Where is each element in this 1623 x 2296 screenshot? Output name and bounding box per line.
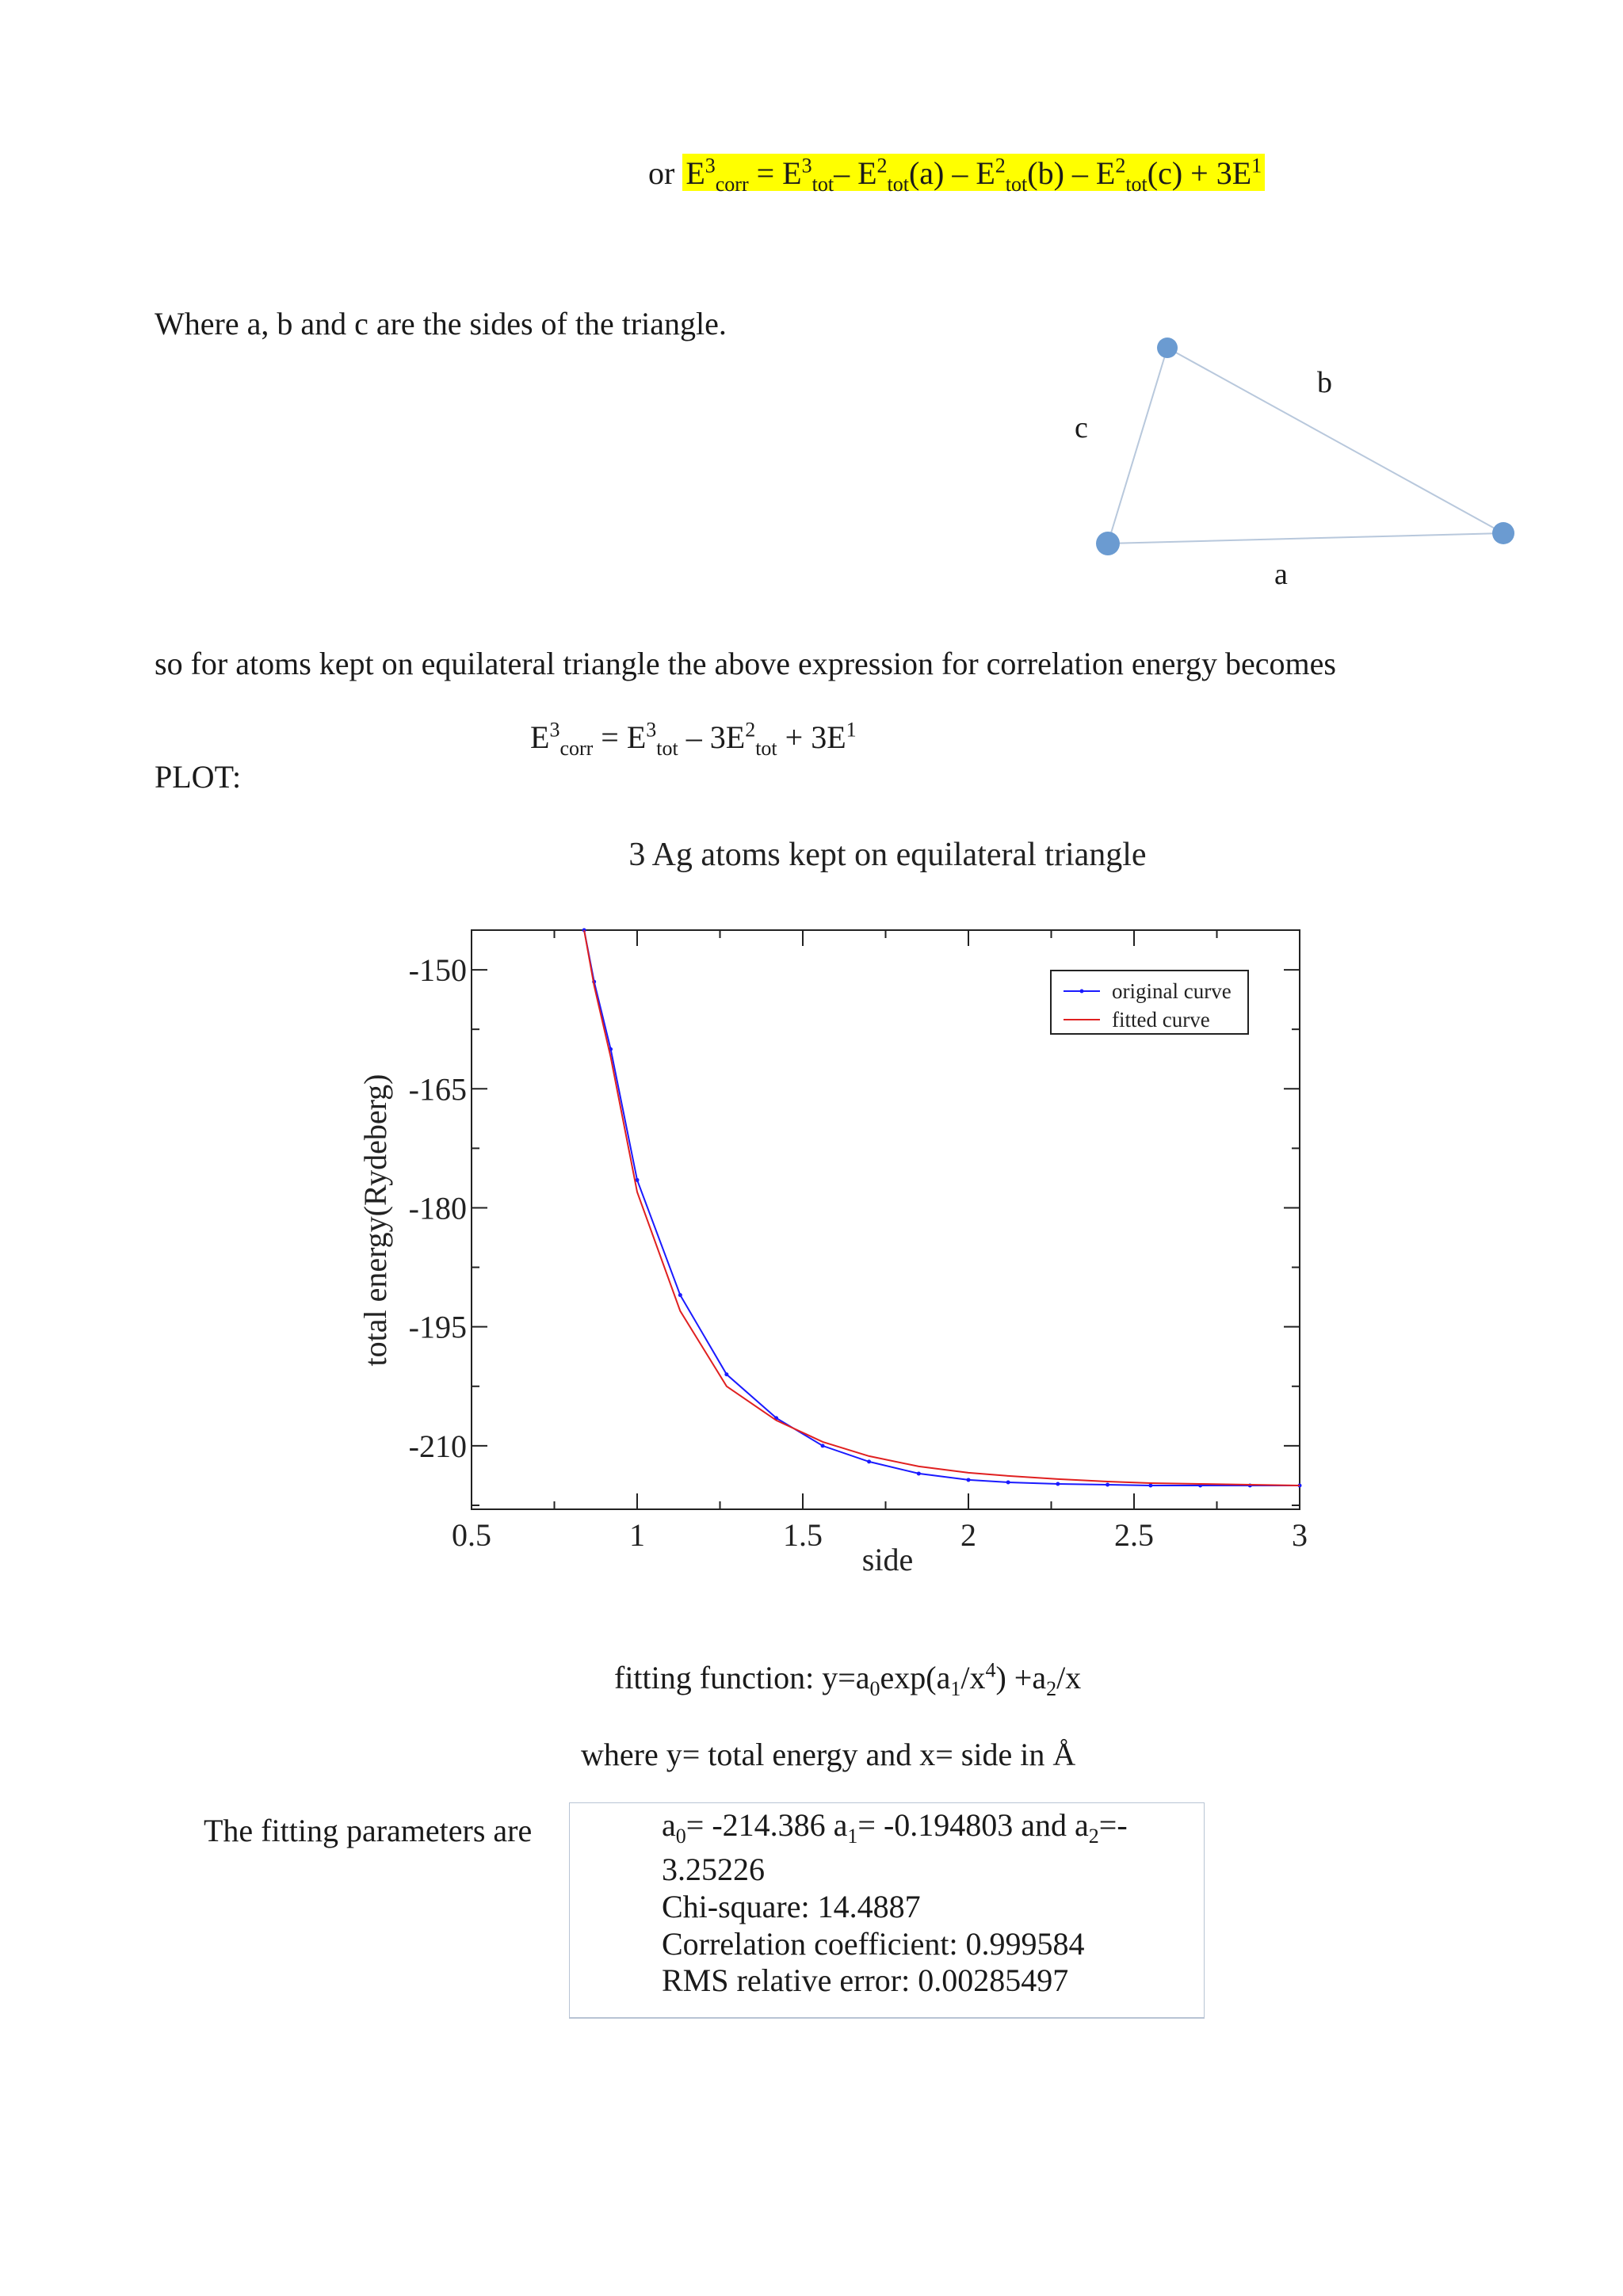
original-data-point: [821, 1444, 825, 1447]
y-axis-label: total energy(Rydeberg): [357, 1074, 393, 1367]
original-data-point: [967, 1478, 971, 1482]
equilateral-note: so for atoms kept on equilateral triangle the above expression for correlation energy becomes: [155, 646, 1336, 681]
chart-legend: [1051, 971, 1248, 1034]
x-tick-label: 1: [629, 1517, 645, 1553]
original-data-point: [1006, 1480, 1010, 1484]
triangle-diagram: [1062, 329, 1537, 598]
rms-error: RMS relative error: 0.00285497: [662, 1962, 1069, 1998]
original-data-point: [917, 1471, 921, 1475]
triangle-edge-c: [1108, 348, 1167, 543]
formula-or-prefix: or: [648, 155, 675, 191]
params-label: The fitting parameters are: [204, 1813, 533, 1848]
legend-label-fitted: fitted curve: [1112, 1008, 1210, 1032]
original-data-point: [1056, 1482, 1060, 1486]
legend-marker-original: [1080, 990, 1084, 994]
equilateral-formula: $E^3_{corr} = E^3_{tot} - 3E^2_{tot} + 3E^1$: [530, 718, 857, 760]
triangle-vertex-right: [1492, 522, 1514, 544]
triangle-vertex-top: [1157, 338, 1178, 358]
x-tick-label: 2.5: [1114, 1517, 1154, 1553]
x-tick-label: 2: [960, 1517, 976, 1553]
triangle-note: Where a, b and c are the sides of the triangle.: [155, 306, 727, 341]
x-tick-label: 3: [1292, 1517, 1308, 1553]
triangle-vertex-left: [1096, 532, 1120, 555]
original-data-point: [1106, 1482, 1109, 1486]
y-tick-label: -150: [408, 952, 467, 989]
where-line: where y= total energy and x= side in Å: [581, 1737, 1076, 1772]
triangle-label-c: c: [1075, 411, 1088, 444]
energy-chart: [333, 828, 1355, 1589]
plot-heading: PLOT:: [155, 759, 242, 795]
correlation-energy-formula: [648, 154, 1265, 196]
y-tick-label: -210: [408, 1428, 467, 1464]
params-line-1: $a_0= -214.386$ $a_1= -0.194803$ and $a_2=-$: [662, 1807, 1128, 1848]
fitting-function: fitting function: $y=a_0\exp(a_1/x^4) +a_2/x$: [614, 1658, 1082, 1700]
y-tick-label: -195: [408, 1309, 467, 1345]
original-data-point: [1148, 1483, 1152, 1487]
x-axis-label: side: [861, 1542, 914, 1577]
y-tick-label: -165: [408, 1071, 467, 1108]
x-tick-label: 0.5: [452, 1517, 491, 1553]
x-tick-label: 1.5: [783, 1517, 823, 1553]
y-tick-label: -180: [408, 1190, 467, 1226]
original-data-point: [678, 1293, 682, 1297]
triangle-edge-b: [1167, 348, 1503, 533]
params-line-2: 3.25226: [662, 1852, 765, 1887]
original-data-point: [724, 1372, 728, 1376]
chart-title: 3 Ag atoms kept on equilateral triangle: [628, 837, 1147, 873]
formula-highlighted: $E^3_{corr} = E^3_{tot}-$ $E^2_{tot}(a) - E^2_{tot}(b) - E^2_{tot}(c) + 3E^1$: [682, 154, 1265, 191]
triangle-label-b: b: [1317, 366, 1332, 399]
chi-square: Chi-square: 14.4887: [662, 1889, 921, 1924]
triangle-label-a: a: [1274, 558, 1288, 591]
correlation-coefficient: Correlation coefficient: 0.999584: [662, 1926, 1085, 1962]
original-data-point: [867, 1459, 871, 1463]
triangle-edge-a: [1108, 533, 1503, 543]
legend-label-original: original curve: [1112, 979, 1232, 1003]
y-axis: [409, 952, 1300, 1505]
